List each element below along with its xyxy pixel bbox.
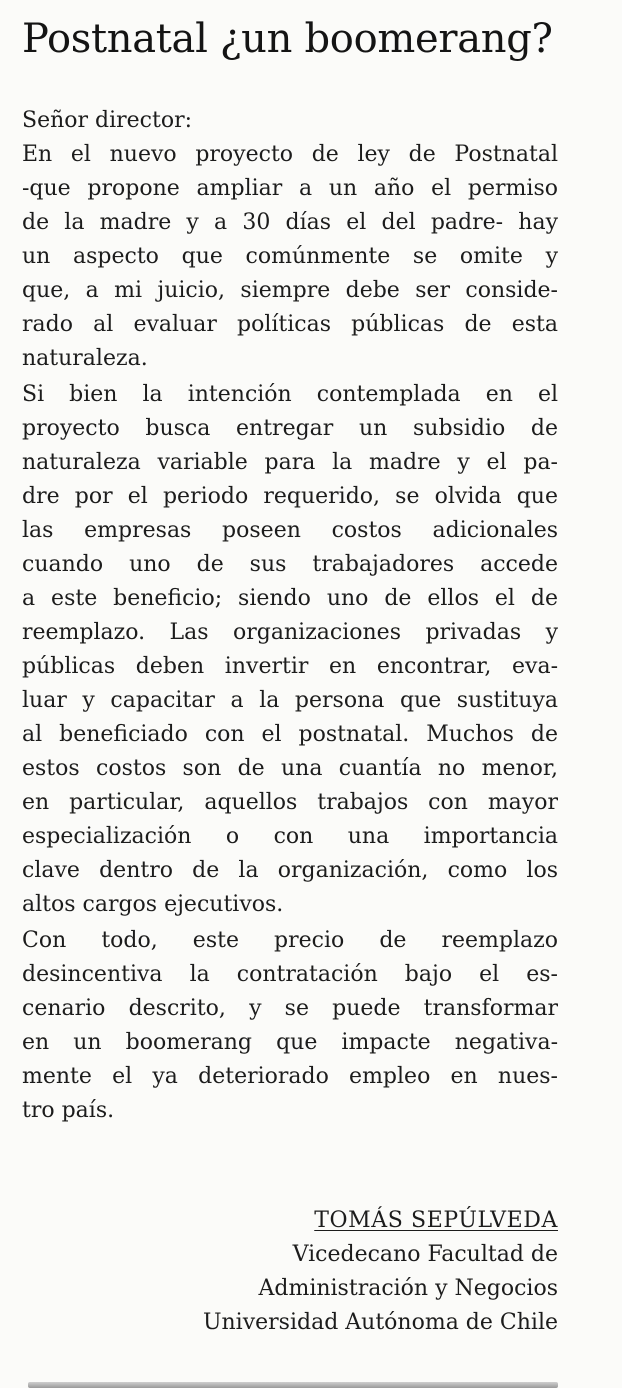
letter-paragraph-2 bbox=[22, 378, 558, 922]
paragraph-line: proyecto busca entregar un subsidio de bbox=[22, 416, 558, 441]
paragraph-line: luar y capacitar a la persona que sustituya bbox=[22, 688, 558, 713]
letter-salutation: Señor director: bbox=[22, 108, 193, 133]
paragraph-line: naturaleza variable para la madre y el pa- bbox=[22, 450, 558, 475]
paragraph-line: en particular, aquellos trabajos con mayor bbox=[22, 790, 558, 815]
letter-paragraph-3 bbox=[22, 924, 558, 1128]
paragraph-line: clave dentro de la organización, como los bbox=[22, 858, 558, 883]
letter-title: Postnatal ¿un boomerang? bbox=[22, 16, 553, 62]
paragraph-line: de la madre y a 30 días el del padre- hay bbox=[22, 210, 558, 235]
paragraph-line: públicas deben invertir en encontrar, eva- bbox=[22, 654, 558, 679]
paragraph-line: mente el ya deteriorado empleo en nues- bbox=[22, 1064, 558, 1089]
paragraph-line: al beneficiado con el postnatal. Muchos de bbox=[22, 722, 558, 747]
paragraph-line: desincentiva la contratación bajo el es- bbox=[22, 962, 558, 987]
paragraph-line: Con todo, este precio de reemplazo bbox=[22, 928, 558, 953]
paragraph-line: Si bien la intención contemplada en el bbox=[22, 382, 558, 407]
paragraph-line: altos cargos ejecutivos. bbox=[22, 892, 284, 917]
signature-line: Universidad Autónoma de Chile bbox=[202, 1310, 558, 1335]
paragraph-line: que, a mi juicio, siempre debe ser conside- bbox=[22, 278, 558, 303]
paragraph-line: un aspecto que comúnmente se omite y bbox=[22, 244, 558, 269]
signature-line: Administración y Negocios bbox=[258, 1276, 558, 1301]
paragraph-line: En el nuevo proyecto de ley de Postnatal bbox=[22, 142, 558, 167]
page-bottom-rule bbox=[28, 1382, 558, 1388]
paragraph-line: reemplazo. Las organizaciones privadas y bbox=[22, 620, 558, 645]
paragraph-line: rado al evaluar políticas públicas de esta bbox=[22, 312, 558, 337]
paragraph-line: tro país. bbox=[22, 1098, 115, 1123]
signature-line: Vicedecano Facultad de bbox=[292, 1242, 558, 1267]
paragraph-line: especialización o con una importancia bbox=[22, 824, 558, 849]
paragraph-line: -que propone ampliar a un año el permiso bbox=[22, 176, 558, 201]
paragraph-line: a este beneficio; siendo uno de ellos el de bbox=[22, 586, 558, 611]
letter-paragraph-1 bbox=[22, 138, 558, 376]
paragraph-line: las empresas poseen costos adicionales bbox=[22, 518, 558, 543]
paragraph-line: cenario descrito, y se puede transformar bbox=[22, 996, 558, 1021]
paragraph-line: naturaleza. bbox=[22, 346, 148, 371]
paragraph-line: dre por el periodo requerido, se olvida que bbox=[22, 484, 558, 509]
paragraph-line: en un boomerang que impacte negativa- bbox=[22, 1030, 558, 1055]
paragraph-line: estos costos son de una cuantía no menor, bbox=[22, 756, 558, 781]
signature-affiliation bbox=[203, 1238, 558, 1340]
paragraph-line: cuando uno de sus trabajadores accede bbox=[22, 552, 558, 577]
signature-block bbox=[203, 1206, 558, 1340]
signature-name: TOMÁS SEPÚLVEDA bbox=[314, 1208, 558, 1233]
